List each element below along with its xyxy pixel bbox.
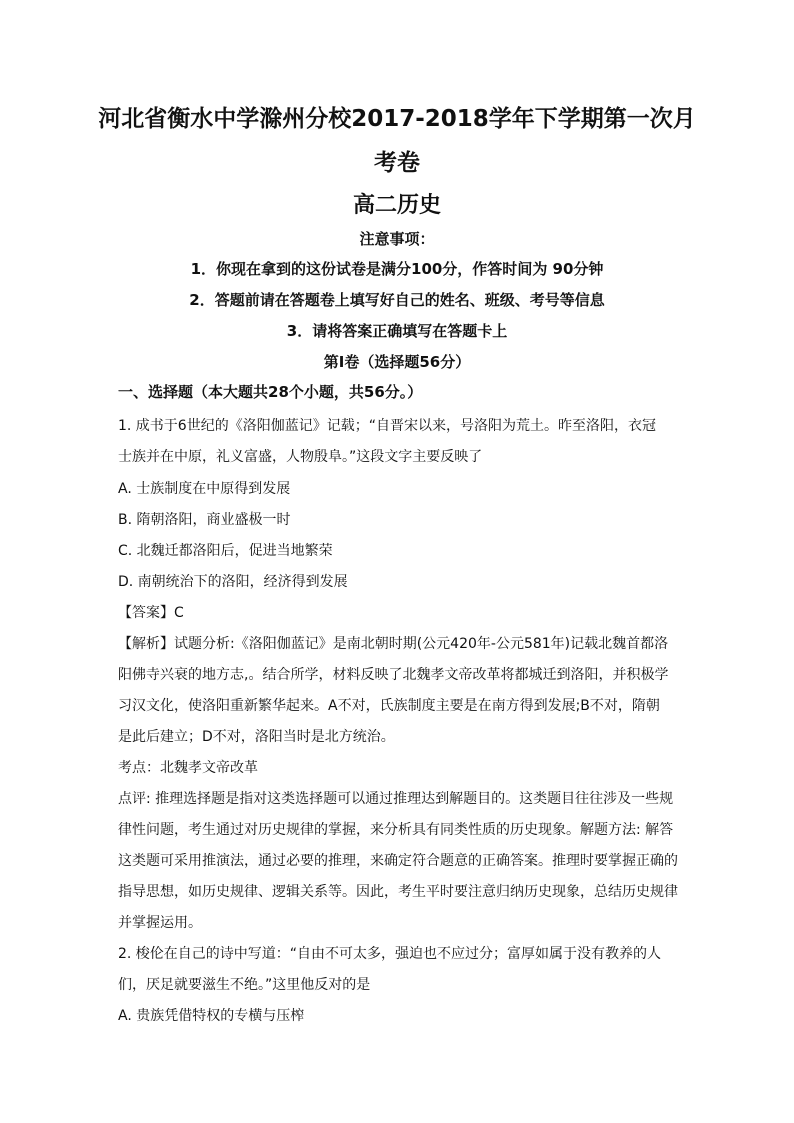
option-a: A. 贵族凭借特权的专横与压榨 <box>118 1008 305 1024</box>
knowledge-point: 考点：北魏孝文帝改革 <box>118 760 258 776</box>
exam-title-line1: 河北省衡水中学滁州分校2017-2018学年下学期第一次月 <box>98 106 696 132</box>
comment-line: 并掌握运用。 <box>118 915 202 931</box>
analysis-line: 【解析】试题分析:《洛阳伽蓝记》是南北朝时期(公元420年-公元581年)记载北魏首都洛 <box>118 636 669 652</box>
comment-line: 指导思想，如历史规律、逻辑关系等。因此，考生平时要注意归纳历史现象，总结历史规律 <box>118 884 678 900</box>
comment-line: 这类题可采用推演法，通过必要的推理，来确定符合题意的正确答案。推理时要掌握正确的 <box>118 853 678 869</box>
analysis-line: 阳佛寺兴衰的地方志,。结合所学，材料反映了北魏孝文帝改革将都城迁到洛阳，并积极学 <box>118 667 669 683</box>
notice-item: 2．答题前请在答题卷上填写好自己的姓名、班级、考号等信息 <box>189 291 605 309</box>
comment-line: 点评: 推理选择题是指对这类选择题可以通过推理达到解题目的。这类题目往往涉及一些规 <box>118 791 674 807</box>
analysis-line: 是此后建立；D不对，洛阳当时是北方统治。 <box>118 729 395 745</box>
notice-heading: 注意事项： <box>359 230 435 248</box>
question-stem: 1. 成书于6世纪的《洛阳伽蓝记》记载；“自晋宋以来，号洛阳为荒土。昨至洛阳，衣冠 <box>118 418 656 434</box>
question-stem: 们，厌足就要滋生不绝。”这里他反对的是 <box>118 977 371 993</box>
option-a: A. 士族制度在中原得到发展 <box>118 481 291 497</box>
notice-item: 1．你现在拿到的这份试卷是满分100分，作答时间为 90分钟 <box>190 260 604 278</box>
analysis-line: 习汉文化，使洛阳重新繁华起来。A不对，氏族制度主要是在南方得到发展;B不对，隋朝 <box>118 698 660 714</box>
option-c: C. 北魏迁都洛阳后，促进当地繁荣 <box>118 543 333 559</box>
part-title: 第Ⅰ卷（选择题56分） <box>323 353 471 371</box>
subject-title: 高二历史 <box>352 193 441 218</box>
section-heading: 一、选择题（本大题共28个小题，共56分。） <box>118 383 423 401</box>
question-stem: 2. 梭伦在自己的诗中写道：“自由不可太多，强迫也不应过分；富厚如属于没有教养的人 <box>118 946 662 962</box>
option-b: B. 隋朝洛阳，商业盛极一时 <box>118 512 291 528</box>
notice-item: 3．请将答案正确填写在答题卡上 <box>286 322 508 340</box>
option-d: D. 南朝统治下的洛阳，经济得到发展 <box>118 574 348 590</box>
exam-title-line2: 考卷 <box>374 150 420 176</box>
question-stem: 士族并在中原，礼义富盛，人物殷阜。”这段文字主要反映了 <box>118 449 483 465</box>
answer: 【答案】C <box>118 605 184 621</box>
comment-line: 律性问题，考生通过对历史规律的掌握，来分析具有同类性质的历史现象。解题方法: 解答 <box>118 822 674 838</box>
